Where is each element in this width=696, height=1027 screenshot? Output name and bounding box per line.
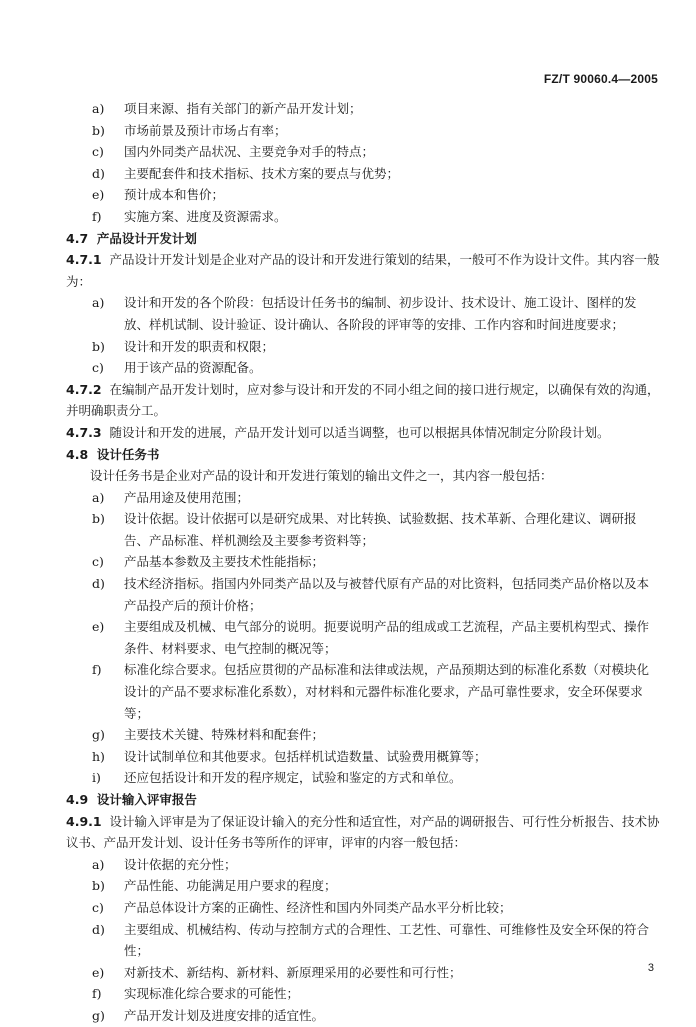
list-item: g) 主要技术关键、特殊材料和配套件；: [92, 727, 325, 743]
list-4-9-1: [66, 854, 660, 1027]
clause-4-9-1: 4.9.1 设计输入评审是为了保证设计输入的充分性和适宜性，对产品的调研报告、可行性分析报告、技术协议书、产品开发计划、设计任务书等所作的评审，评审的内容一般包括：: [66, 813, 660, 851]
list-4-6: [66, 98, 660, 228]
list-item: e) 对新技术、新结构、新材料、新原理采用的必要性和可行性；: [92, 964, 462, 980]
page-body: [66, 98, 660, 1027]
list-item: h) 设计试制单位和其他要求。包括样机试造数量、试验费用概算等；: [92, 748, 487, 764]
clause-4-7-2: 4.7.2 在编制产品开发计划时，应对参与设计和开发的不同小组之间的接口进行规定，以确保有效的沟通，并明确职责分工。: [66, 381, 660, 419]
clause-4-7-1: 4.7.1 产品设计开发计划是企业对产品的设计和开发进行策划的结果，一般可不作为设计文件。其内容一般为：: [66, 252, 660, 289]
list-4-8: [66, 487, 660, 789]
list-item: c) 国内外同类产品状况、主要竞争对手的特点；: [92, 144, 375, 160]
list-item: f) 标准化综合要求。包括应贯彻的产品标准和法律或法规，产品预期达到的标准化系数（对模块化设计的产品不要求标准化系数），对材料和元器件标准化要求，产品可靠性要求，安全环保要求等；: [92, 662, 650, 721]
list-item: c) 用于该产品的资源配备。: [92, 360, 262, 376]
list-item: d) 主要组成、机械结构、传动与控制方式的合理性、工艺性、可靠性、可维修性及安全环保的符合性；: [92, 921, 650, 959]
section-heading-4-8: 4.8 设计任务书: [66, 446, 160, 462]
list-item: b) 市场前景及预计市场占有率；: [92, 122, 287, 138]
list-item: f) 实施方案、进度及资源需求。: [92, 208, 287, 224]
list-item: c) 产品基本参数及主要技术性能指标；: [92, 554, 325, 570]
section-heading-4-9: 4.9 设计输入评审报告: [66, 792, 197, 807]
list-item: b) 设计和开发的职责和权限；: [92, 338, 275, 354]
section-4-8-intro: 设计任务书是企业对产品的设计和开发进行策划的输出文件之一，其内容一般包括：: [90, 468, 553, 484]
list-item: a) 设计和开发的各个阶段：包括设计任务书的编制、初步设计、技术设计、施工设计、图样的发放、样机试制、设计验证、设计确认、各阶段的评审等的安排、工作内容和时间进度要求；: [92, 295, 637, 332]
list-item: d) 技术经济指标。指国内外同类产品以及与被替代原有产品的对比资料，包括同类产品价格以及本产品投产后的预计价格；: [92, 576, 650, 613]
list-item: a) 产品用途及使用范围；: [92, 489, 250, 505]
list-item: i) 还应包括设计和开发的程序规定，试验和鉴定的方式和单位。: [92, 770, 462, 786]
list-item: e) 预计成本和售价；: [92, 187, 225, 203]
section-heading-4-7: 4.7 产品设计开发计划: [66, 230, 197, 246]
list-item: e) 主要组成及机械、电气部分的说明。扼要说明产品的组成或工艺流程，产品主要机构型式、操作条件、材料要求、电气控制的概况等；: [92, 619, 650, 656]
list-item: c) 产品总体设计方案的正确性、经济性和国内外同类产品水平分析比较；: [92, 899, 512, 915]
page-number: 3: [647, 962, 654, 974]
document-code-header: FZ/T 90060.4—2005: [543, 72, 658, 86]
list-item: b) 产品性能、功能满足用户要求的程度；: [92, 878, 337, 894]
list-4-7-1: [66, 292, 660, 378]
list-item: f) 实现标准化综合要求的可能性；: [92, 986, 300, 1002]
list-item: g) 产品开发计划及进度安排的适宜性。: [92, 1007, 325, 1023]
clause-4-7-3: 4.7.3 随设计和开发的进展，产品开发计划可以适当调整，也可以根据具体情况制定分阶段计划。: [66, 424, 610, 440]
list-item: b) 设计依据。设计依据可以是研究成果、对比转换、试验数据、技术革新、合理化建议、调研报告、产品标准、样机测绘及主要参考资料等；: [92, 511, 637, 548]
list-item: a) 项目来源、指有关部门的新产品开发计划；: [92, 101, 362, 116]
list-item: d) 主要配套件和技术指标、技术方案的要点与优势；: [92, 165, 400, 181]
list-item: a) 设计依据的充分性；: [92, 856, 237, 872]
